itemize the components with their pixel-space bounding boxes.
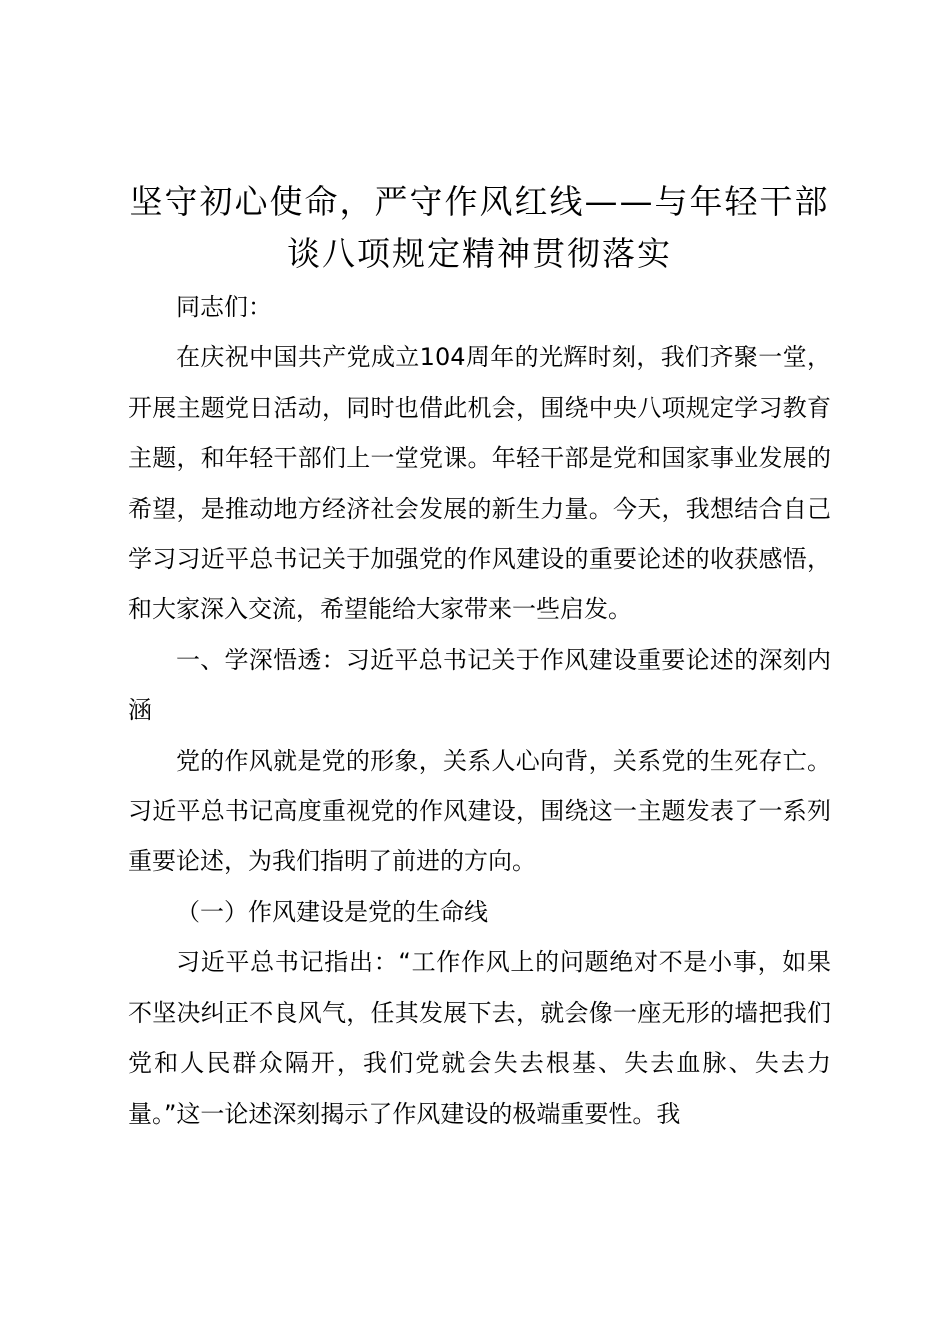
title-line-1: 坚守初心使命，严守作风红线——与年轻干部 <box>129 182 830 221</box>
paragraph-section-1: 党的作风就是党的形象，关系人心向背，关系党的生死存亡。习近平总书记高度重视党的作风建设，围绕这一主题发表了一系列重要论述，为我们指明了前进的方向。 <box>128 746 831 876</box>
document-title <box>128 176 831 280</box>
paragraph-subsection-1: 习近平总书记指出：“工作作风上的问题绝对不是小事，如果不坚决纠正不良风气，任其发展下去，就会像一座无形的墙把我们党和人民群众隔开，我们党就会失去根基、失去血脉、失去力量。”这一论述深刻揭示了作风建设的极端重要性。我 <box>128 948 831 1128</box>
document-page <box>128 176 831 1139</box>
subsection-heading-1: （一）作风建设是党的生命线 <box>176 897 488 926</box>
section-heading-1: 一、学深悟透：习近平总书记关于作风建设重要论述的深刻内涵 <box>128 645 831 725</box>
title-line-2: 谈八项规定精神贯彻落实 <box>287 234 672 273</box>
paragraph-intro: 在庆祝中国共产党成立104周年的光辉时刻，我们齐聚一堂，开展主题党日活动，同时也借此机会，围绕中央八项规定学习教育主题，和年轻干部们上一堂党课。年轻干部是党和国家事业发展的希望，是推动地方经济社会发展的新生力量。今天，我想结合自己学习习近平总书记关于加强党的作风建设的重要论述的收获感悟，和大家深入交流，希望能给大家带来一些启发。 <box>128 343 831 624</box>
greeting: 同志们： <box>176 293 272 321</box>
